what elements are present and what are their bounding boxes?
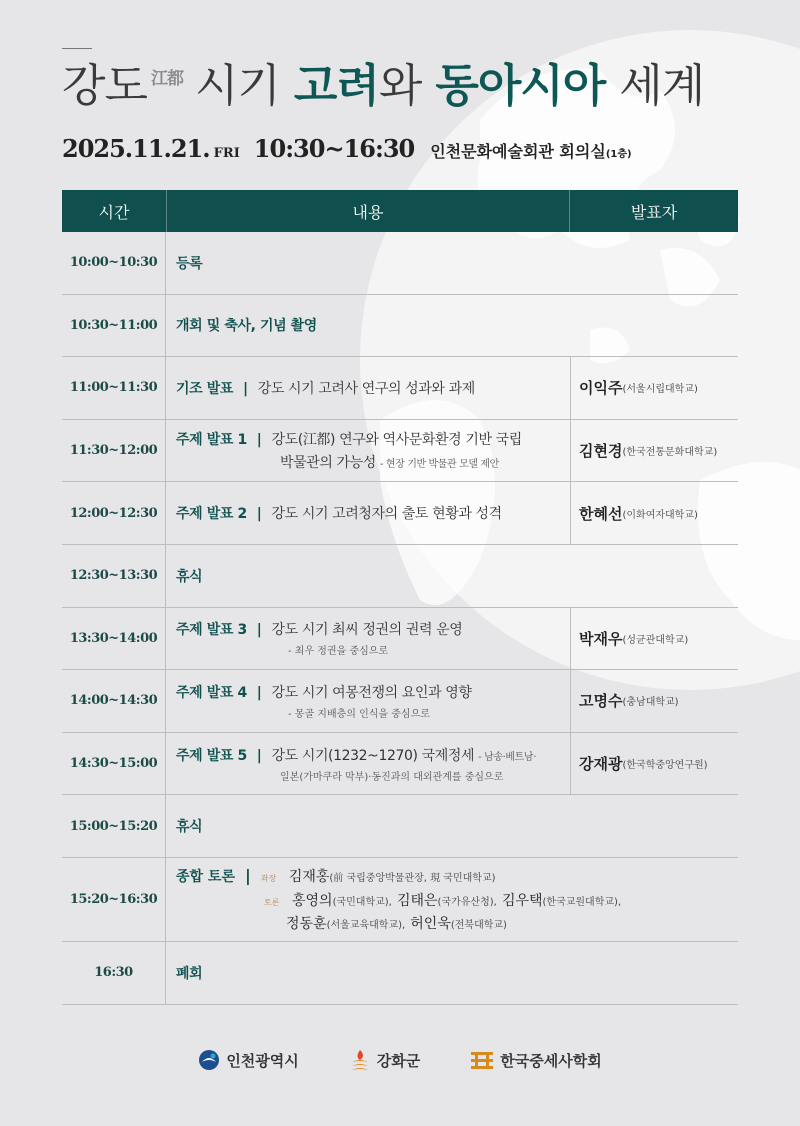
logo-incheon-text: 인천광역시 xyxy=(226,1051,299,1070)
logo-society-text: 한국중세사학회 xyxy=(500,1051,602,1070)
event-time: 10:30~16:30 xyxy=(253,134,415,163)
event-info xyxy=(62,134,632,163)
row-time: 15:00~15:20 xyxy=(62,795,166,857)
speaker-affiliation: (이화여자대학교) xyxy=(622,509,698,521)
table-row: 15:20~16:30 종합 토론 | 좌장 김재홍 (前 국립중앙박물관장, 現 국민대학교) 토론 홍영의 (국민대학교), 김태은 (국가유산청), 김우택 (한국교원대학교), 정동훈 (서울교육대학교), 허인욱 (전북대학교) xyxy=(62,858,738,942)
chair-affiliation: (前 국립중앙박물관장, 現 국민대학교) xyxy=(329,872,496,884)
row-label: 주제 발표 1 xyxy=(176,432,247,449)
table-row xyxy=(62,942,738,1005)
table-header xyxy=(62,190,738,232)
discussant-affiliation: (한국교원대학교), xyxy=(542,896,622,908)
table-row: 11:00~11:30 기조 발표 | 강도 시기 고려사 연구의 성과와 과제 이익주 (서울시립대학교) xyxy=(62,357,738,420)
row-time: 10:30~11:00 xyxy=(62,295,166,357)
event-floor: (1층) xyxy=(605,149,632,160)
chair-role: 좌장 xyxy=(260,873,277,883)
speaker-name: 김현경 xyxy=(579,442,623,461)
speaker-affiliation: (성균관대학교) xyxy=(622,634,689,646)
speaker-name: 박재우 xyxy=(579,629,623,648)
schedule-table xyxy=(62,190,738,1005)
speaker-name: 한혜선 xyxy=(579,504,623,523)
event-date: 2025.11.21. xyxy=(62,134,210,163)
title-hanja: 江都 xyxy=(150,69,183,89)
row-label: 개회 및 축사, 기념 촬영 xyxy=(176,318,317,335)
row-subtitle: - 현장 기반 박물관 모델 제안 xyxy=(379,459,499,471)
header-content: 내용 xyxy=(166,190,570,232)
row-label: 폐회 xyxy=(176,965,203,982)
discussant-name: 홍영의 xyxy=(292,892,333,909)
row-title: 강도 시기 여몽전쟁의 요인과 영향 xyxy=(271,684,472,701)
event-day: FRI xyxy=(213,146,240,161)
row-time: 11:00~11:30 xyxy=(62,357,166,419)
incheon-logo-icon xyxy=(198,1049,220,1071)
discussant-name: 김우택 xyxy=(501,892,543,909)
row-subtitle-cont: 일본(가마쿠라 막부)·동진과의 대외관계를 중심으로 xyxy=(280,771,504,783)
speaker-affiliation: (한국학중앙연구원) xyxy=(622,760,708,772)
table-row: 13:30~14:00 주제 발표 3 | 강도 시기 최씨 정권의 권력 운영 - 최우 정권을 중심으로 박재우 (성균관대학교) xyxy=(62,608,738,671)
title-highlight-goryeo: 고려 xyxy=(293,59,379,112)
table-row: 14:00~14:30 주제 발표 4 | 강도 시기 여몽전쟁의 요인과 영향 - 몽골 지배층의 인식을 중심으로 고명수 (충남대학교) xyxy=(62,670,738,733)
row-label: 휴식 xyxy=(176,819,203,836)
table-row xyxy=(62,295,738,358)
row-time: 15:20~16:30 xyxy=(62,858,166,941)
row-label: 등록 xyxy=(176,255,203,272)
logo-incheon xyxy=(198,1049,298,1071)
row-time: 10:00~10:30 xyxy=(62,232,166,294)
discussant-affiliation: (국민대학교), xyxy=(332,896,392,908)
row-title: 강도(江都) 연구와 역사문화환경 기반 국립 xyxy=(271,432,522,449)
row-time: 16:30 xyxy=(62,942,166,1004)
row-label: 휴식 xyxy=(176,568,203,585)
table-row xyxy=(62,795,738,858)
society-logo-icon xyxy=(470,1050,494,1070)
event-venue: 인천문화예술회관 회의실 xyxy=(430,142,606,161)
discussant-name: 김태은 xyxy=(396,892,438,909)
row-subtitle: - 몽골 지배층의 인식을 중심으로 xyxy=(288,708,430,720)
row-label: 주제 발표 4 xyxy=(176,684,247,701)
row-time: 12:00~12:30 xyxy=(62,482,166,544)
table-row: 14:30~15:00 주제 발표 5 | 강도 시기(1232~1270) 국제정세 - 남송·베트남· 일본(가마쿠라 막부)·동진과의 대외관계를 중심으로 강재광 (한국학중앙연구원) xyxy=(62,733,738,796)
row-title: 강도 시기(1232~1270) 국제정세 xyxy=(271,747,475,764)
title-highlight-east-asia: 동아시아 xyxy=(435,59,606,112)
discussant-role: 토론 xyxy=(264,897,280,907)
table-row: 12:00~12:30 주제 발표 2 | 강도 시기 고려청자의 출토 현황과 성격 한혜선 (이화여자대학교) xyxy=(62,482,738,545)
ganghwa-logo-icon xyxy=(349,1048,371,1072)
speaker-name: 이익주 xyxy=(579,379,623,398)
row-title: 강도 시기 고려청자의 출토 현황과 성격 xyxy=(271,506,502,523)
title-part2: 시기 xyxy=(194,59,280,112)
row-title-cont: 박물관의 가능성 xyxy=(280,455,376,472)
row-time: 14:30~15:00 xyxy=(62,733,166,795)
speaker-name: 고명수 xyxy=(579,692,623,711)
table-row: 11:30~12:00 주제 발표 1 | 강도(江都) 연구와 역사문화환경 기반 국립 박물관의 가능성 - 현장 기반 박물관 모델 제안 김현경 (한국전통문화대학교) xyxy=(62,420,738,483)
discussant-name: 허인욱 xyxy=(410,915,451,932)
chair-name: 김재홍 xyxy=(288,868,330,885)
row-title: 강도 시기 최씨 정권의 권력 운영 xyxy=(271,622,463,639)
title-part4: 세계 xyxy=(619,59,705,112)
row-label: 주제 발표 5 xyxy=(176,747,247,764)
table-row xyxy=(62,545,738,608)
speaker-affiliation: (한국전통문화대학교) xyxy=(622,447,718,459)
row-label: 주제 발표 2 xyxy=(176,506,247,523)
discussant-name: 정동훈 xyxy=(286,915,327,932)
speaker-name: 강재광 xyxy=(579,755,623,774)
row-label: 기조 발표 xyxy=(176,380,233,397)
discussant-affiliation: (서울교육대학교), xyxy=(326,919,406,931)
row-label: 종합 토론 xyxy=(176,868,235,885)
logo-ganghwa xyxy=(349,1048,420,1072)
row-time: 14:00~14:30 xyxy=(62,670,166,732)
title-part3: 와 xyxy=(378,59,422,112)
speaker-affiliation: (서울시립대학교) xyxy=(622,384,698,396)
row-subtitle: - 최우 정권을 중심으로 xyxy=(288,646,389,658)
table-row xyxy=(62,232,738,295)
header-speaker: 발표자 xyxy=(630,202,678,222)
logo-ganghwa-text: 강화군 xyxy=(376,1051,421,1070)
row-time: 11:30~12:00 xyxy=(62,420,166,482)
speaker-affiliation: (충남대학교) xyxy=(622,697,679,709)
row-subtitle: - 남송·베트남· xyxy=(478,751,536,763)
page-title xyxy=(62,58,704,114)
row-time: 12:30~13:30 xyxy=(62,545,166,607)
logo-society xyxy=(470,1050,601,1071)
organizer-logos xyxy=(0,1048,800,1072)
header-time: 시간 xyxy=(98,202,130,222)
title-part1: 강도 xyxy=(62,59,147,112)
row-time: 13:30~14:00 xyxy=(62,608,166,670)
discussant-affiliation: (전북대학교) xyxy=(450,919,507,931)
discussant-affiliation: (국가유산청), xyxy=(437,896,497,908)
row-label: 주제 발표 3 xyxy=(176,622,247,639)
row-title: 강도 시기 고려사 연구의 성과와 과제 xyxy=(257,380,475,397)
